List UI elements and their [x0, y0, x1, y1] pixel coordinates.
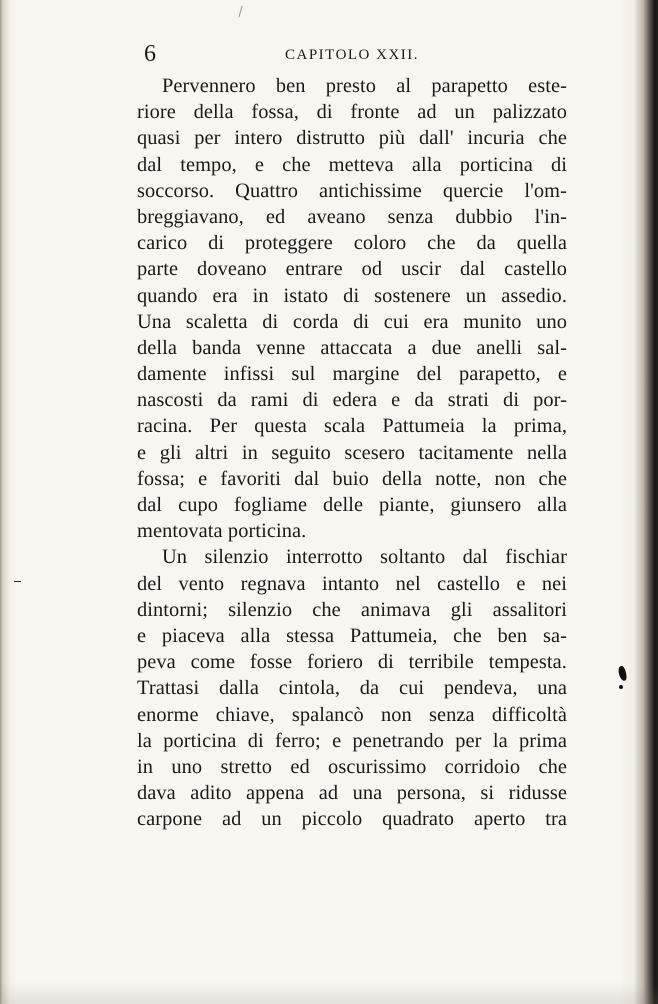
text-line: e piaceva alla stessa Pattumeia, che ben sa- — [137, 624, 567, 647]
page-left-edge — [0, 0, 10, 1004]
text-line: dava adito appena ad una persona, si ridusse — [137, 782, 567, 805]
page-header — [144, 42, 584, 70]
top-paper-mark — [238, 6, 246, 19]
text-line: breggiavano, ed aveano senza dubbio l'in- — [137, 205, 567, 228]
text-line: Trattasi dalla cintola, da cui pendeva, una — [137, 677, 567, 700]
page-number: 6 — [144, 41, 157, 67]
text-line: riore della fossa, di fronte ad un palizzato — [137, 101, 567, 124]
text-line: quando era in istato di sostenere un assedio. — [137, 284, 567, 307]
body-text — [137, 73, 567, 832]
text-line: dal tempo, e che metteva alla porticina di — [137, 153, 567, 176]
text-line: mentovata porticina. — [137, 520, 307, 543]
text-line: del vento regnava intanto nel castello e nei — [137, 572, 567, 595]
page-right-edge — [634, 0, 658, 1004]
margin-ink-mark — [14, 581, 21, 582]
text-line: e gli altri in seguito scesero tacitamente nella — [137, 441, 567, 464]
text-line: soccorso. Quattro antichissime quercie l'om- — [137, 179, 567, 202]
text-line: peva come fosse foriero di terribile tempesta. — [137, 651, 567, 674]
text-line: parte doveano entrare od uscir dal castello — [137, 258, 567, 281]
text-line: carpone ad un piccolo quadrato aperto tra — [137, 808, 567, 831]
text-line: enorme chiave, spalancò non senza difficoltà — [137, 703, 567, 726]
margin-ink-mark — [619, 685, 623, 689]
text-line: quasi per intero distrutto più dall' incuria che — [137, 127, 567, 150]
text-line: Un silenzio interrotto soltanto dal fischiar — [162, 546, 567, 569]
page-bottom-shadow — [0, 982, 658, 1004]
text-line: nascosti da rami di edera e da strati di por- — [137, 389, 567, 412]
text-line: Una scaletta di corda di cui era munito uno — [137, 310, 567, 333]
margin-ink-mark — [617, 665, 627, 681]
text-line: Pervennero ben presto al parapetto este- — [162, 75, 567, 97]
text-line: dintorni; silenzio che animava gli assalitori — [137, 598, 567, 621]
text-line: della banda venne attaccata a due anelli sal- — [137, 336, 567, 359]
text-line: racina. Per questa scala Pattumeia la prima, — [137, 415, 567, 438]
text-line: dal cupo fogliame delle piante, giunsero alla — [137, 494, 567, 516]
text-line: in uno stretto ed oscurissimo corridoio che — [137, 755, 567, 778]
text-line: fossa; e favoriti dal buio della notte, non che — [137, 467, 567, 490]
running-title: CAPITOLO XXII. — [285, 47, 420, 63]
text-line: damente infissi sul margine del parapetto, e — [137, 363, 567, 386]
text-line: carico di proteggere coloro che da quella — [137, 232, 567, 255]
text-line: la porticina di ferro; e penetrando per la prima — [137, 729, 567, 752]
